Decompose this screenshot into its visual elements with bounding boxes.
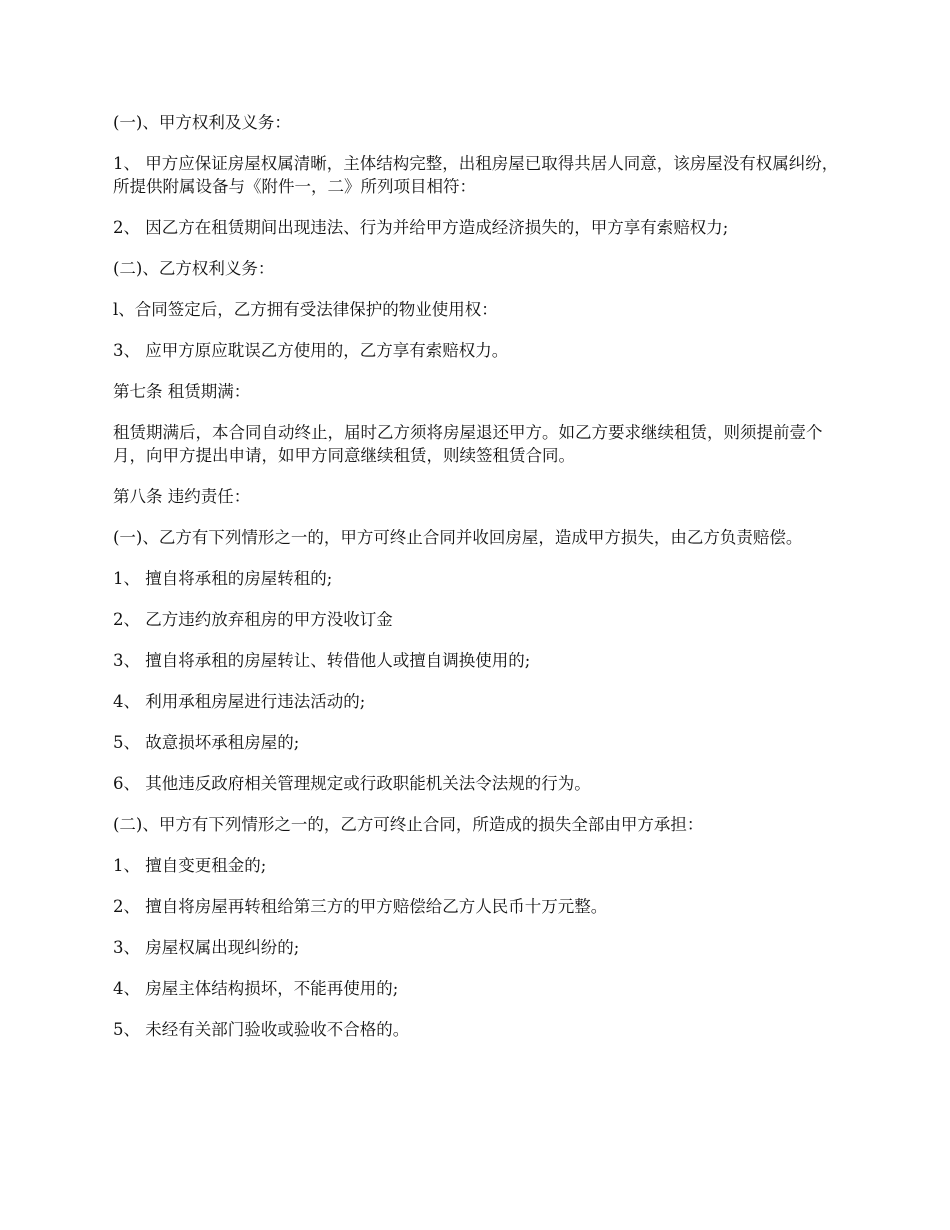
article-8-section-2-heading: (二)、甲方有下列情形之一的，乙方可终止合同，所造成的损失全部由甲方承担： xyxy=(113,815,704,834)
paragraph-party-a-item-2: 2、 因乙方在租赁期间出现违法、行为并给甲方造成经济损失的，甲方享有索赔权力; xyxy=(113,218,729,237)
article-8-section-1-item-2: 2、 乙方违约放弃租房的甲方没收订金 xyxy=(113,610,393,629)
article-8-heading: 第八条 违约责任： xyxy=(113,487,251,506)
paragraph-party-a-heading: (一)、甲方权利及义务： xyxy=(113,113,291,132)
article-8-section-2-item-5: 5、 未经有关部门验收或验收不合格的。 xyxy=(113,1020,410,1039)
article-8-section-2-item-3: 3、 房屋权属出现纠纷的; xyxy=(113,938,300,957)
paragraph-party-a-item-1: 1、 甲方应保证房屋权属清晰，主体结构完整，出租房屋已取得共居人同意，该房屋没有权属纠纷，所提供附属设备与《附件一，二》所列项目相符： xyxy=(113,154,839,196)
article-8-section-1-item-6: 6、 其他违反政府相关管理规定或行政职能机关法令法规的行为。 xyxy=(113,774,591,793)
article-8-section-2-item-1: 1、 擅自变更租金的; xyxy=(113,856,267,875)
article-8-section-1-item-4: 4、 利用承租房屋进行违法活动的; xyxy=(113,692,366,711)
paragraph-party-b-item-1: l、合同签定后，乙方拥有受法律保护的物业使用权： xyxy=(113,300,498,319)
article-7-heading: 第七条 租赁期满： xyxy=(113,382,251,401)
article-8-section-1-item-3: 3、 擅自将承租的房屋转让、转借他人或擅自调换使用的; xyxy=(113,651,531,670)
document-body xyxy=(113,111,839,1059)
article-8-section-1-item-5: 5、 故意损坏承租房屋的; xyxy=(113,733,300,752)
paragraph-party-b-item-3: 3、 应甲方原应耽误乙方使用的，乙方享有索赔权力。 xyxy=(113,341,509,360)
article-8-section-1-item-1: 1、 擅自将承租的房屋转租的; xyxy=(113,569,333,588)
article-8-section-2-item-4: 4、 房屋主体结构损坏，不能再使用的; xyxy=(113,979,399,998)
article-8-section-1-heading: (一)、乙方有下列情形之一的，甲方可终止合同并收回房屋，造成甲方损失，由乙方负责赔偿。 xyxy=(113,528,803,547)
article-7-body: 租赁期满后，本合同自动终止，届时乙方须将房屋退还甲方。如乙方要求继续租赁，则须提前壹个月，向甲方提出申请，如甲方同意继续租赁，则续签租赁合同。 xyxy=(113,423,823,465)
article-8-section-2-item-2: 2、 擅自将房屋再转租给第三方的甲方赔偿给乙方人民币十万元整。 xyxy=(113,897,608,916)
paragraph-party-b-heading: (二)、乙方权利义务： xyxy=(113,259,275,278)
